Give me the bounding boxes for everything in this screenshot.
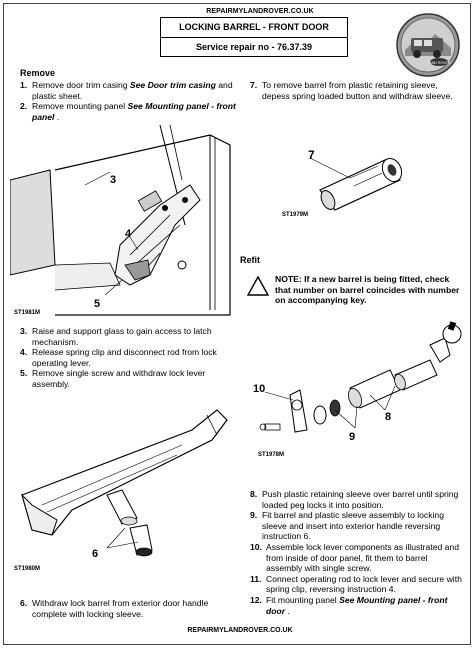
warning-triangle-icon <box>247 276 269 296</box>
site-header-url: REPAIRMYLANDROVER.CO.UK <box>206 8 314 15</box>
page-title: LOCKING BARREL - FRONT DOOR <box>161 18 347 38</box>
exploded-barrel-assembly-illustration <box>245 320 470 455</box>
remove-steps-1-2 <box>20 80 242 122</box>
remove-step-7 <box>250 80 462 101</box>
door-handle-barrel-illustration <box>12 400 242 575</box>
figure-code-st1981m: ST1981M <box>14 310 41 316</box>
figure-code-st1978m: ST1978M <box>258 452 285 458</box>
callout-9: 9 <box>349 431 356 443</box>
remove-step-6 <box>20 598 242 619</box>
step-10: 10. Assemble lock lever components as illustrated and from inside of door panel, fit them to barrel assembly with single screw. <box>250 541 459 574</box>
site-footer-url: REPAIRMYLANDROVER.CO.UK <box>187 627 293 634</box>
callout-8: 8 <box>385 411 392 423</box>
step-7: 7. To remove barrel from plastic retaining sleeve, depess spring loaded button and withdraw sleeve. <box>250 80 453 101</box>
callout-6: 6 <box>92 548 99 560</box>
step-2: 2. Remove mounting panel See Mounting panel - front panel . <box>20 101 236 122</box>
callout-7: 7 <box>308 148 315 162</box>
ref-door-trim-casing[interactable]: See Door trim casing <box>129 80 216 90</box>
step-1: 1. Remove door trim casing See Door trim casing and plastic sheet. <box>20 80 233 101</box>
step-11: 11. Connect operating rod to lock lever and secure with spring clip, reversing instruction 4. <box>250 573 462 595</box>
latch-mechanism-illustration <box>10 125 235 325</box>
title-box <box>160 17 348 57</box>
remove-steps-3-5 <box>20 326 242 390</box>
refit-heading: Refit <box>240 255 260 265</box>
figure-code-st1980m: ST1980M <box>14 566 41 572</box>
logo-badge-text: LAND ROVER <box>427 61 451 65</box>
service-repair-number: Service repair no - 76.37.39 <box>195 42 313 52</box>
remove-heading: Remove <box>20 68 56 78</box>
step-4: 4. Release spring clip and disconnect rod from lock operating lever. <box>20 347 217 368</box>
step-12: 12. Fit mounting panel See Mounting panel - front door . <box>250 594 448 616</box>
step-3: 3. Raise and support glass to gain access to latch mechanism. <box>20 326 212 347</box>
ref-mounting-panel-front-door[interactable]: See Mounting panel - front door <box>266 594 448 616</box>
callout-3: 3 <box>110 174 117 186</box>
refit-steps <box>250 489 464 616</box>
callout-4: 4 <box>125 228 132 240</box>
step-8: 8. Push plastic retaining sleeve over barrel until spring loaded peg locks it into position. <box>250 489 459 510</box>
note-block <box>247 274 462 306</box>
note-text: NOTE: If a new barrel is being fitted, check that number on barrel coincides with number on accompanying key. <box>275 274 460 306</box>
step-6: 6. Withdraw lock barrel from exterior door handle complete with locking sleeve. <box>20 598 209 619</box>
step-9: 9. Fit barrel and plastic sleeve assembly to locking sleeve and insert into exterior handle reversing instruction 6. <box>250 510 444 542</box>
step-5: 5. Remove single screw and withdraw lock lever assembly. <box>20 368 206 389</box>
barrel-sleeve-illustration <box>290 140 430 215</box>
callout-10: 10 <box>253 383 266 395</box>
land-rover-logo <box>395 12 461 78</box>
ref-mounting-panel[interactable]: See Mounting panel - front panel <box>32 101 236 122</box>
figure-code-st1979m: ST1979M <box>282 212 309 218</box>
callout-5: 5 <box>94 298 101 310</box>
